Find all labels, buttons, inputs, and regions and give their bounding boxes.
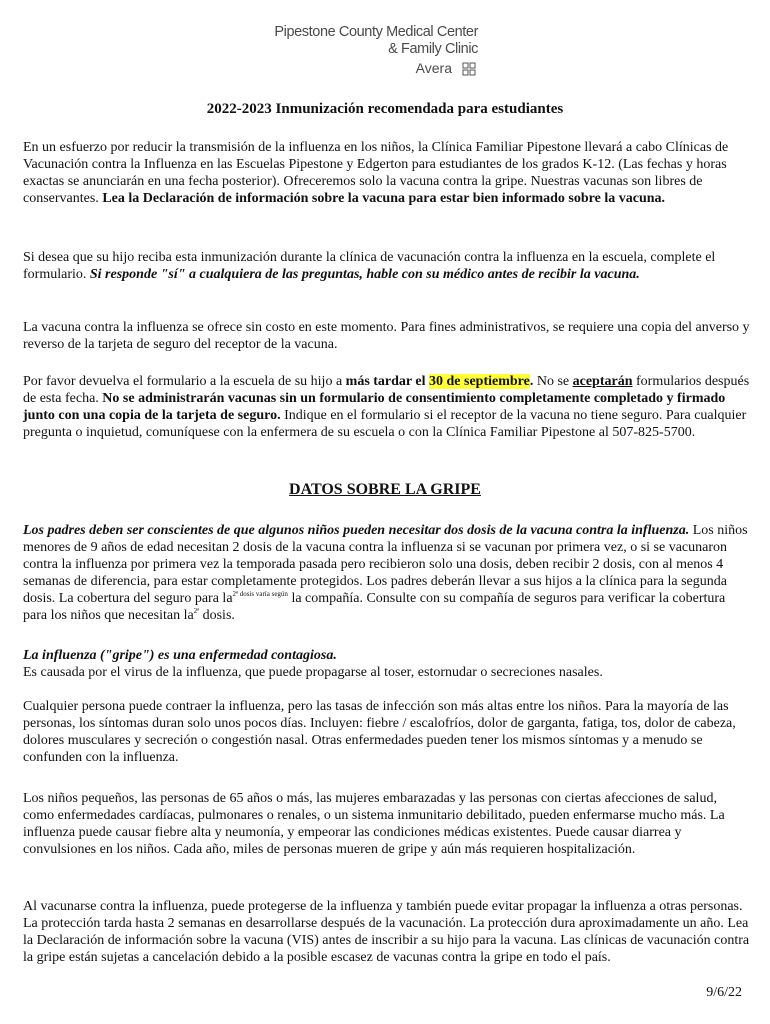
consent-warning: Si responde "sí" a cualquiera de las preguntas, hable con su médico antes de recibir la vacuna. bbox=[89, 267, 640, 282]
contagious-text: Es causada por el virus de la influenza, que puede propagarse al toser, estornudar o secreciones nasales. bbox=[23, 665, 603, 680]
deadline-paragraph bbox=[23, 373, 751, 441]
cost-paragraph bbox=[23, 319, 751, 353]
logo-line-1: Pipestone County Medical Center bbox=[274, 24, 478, 40]
superscript-2: 2ª bbox=[193, 607, 200, 615]
contagious-paragraph bbox=[23, 647, 751, 681]
risk-groups-paragraph bbox=[23, 790, 751, 858]
two-doses-text-3: dosis. bbox=[199, 608, 235, 623]
deadline-text-2: No se bbox=[533, 374, 573, 389]
deadline-text-4: Indique en el formulario si el receptor de la vacuna no tiene seguro. Para cualquier pregunta o inquietud, comuníquese con la enfermera de su escuela o con la Clínica Familiar Pipestone al 507-825-5700. bbox=[23, 408, 747, 440]
superscript-1: 2ª dosis varía según bbox=[232, 590, 288, 598]
section-title: DATOS SOBRE LA GRIPE bbox=[289, 481, 481, 498]
deadline-underlined: aceptarán bbox=[572, 374, 633, 389]
intro-bold: Lea la Declaración de información sobre la vacuna para estar bien informado sobre la vacuna. bbox=[102, 191, 666, 206]
deadline-text-3: formularios después de esta fecha. bbox=[23, 374, 750, 406]
two-doses-heading: Los padres deben ser conscientes de que algunos niños pueden necesitar dos dosis de la vacuna contra la influenza. bbox=[23, 523, 690, 538]
two-doses-paragraph bbox=[23, 522, 751, 624]
footer-date: 9/6/22 bbox=[706, 985, 742, 1000]
intro-paragraph bbox=[23, 139, 751, 207]
intro-text: En un esfuerzo por reducir la transmisión de la influenza en los niños, la Clínica Familiar Pipestone llevará a cabo Clínicas de Vacunación contra la Influenza en las Escuelas Pipestone y Edgerton para estudiantes de los grados K-12. (Las fechas y horas exactas se anunciarán en una fecha posterior). Ofreceremos solo la vacuna contra la gripe. Nuestras vacunas son libres de conservantes. bbox=[23, 140, 729, 206]
protection-text: Al vacunarse contra la influenza, puede protegerse de la influenza y también puede evitar propagar la influenza a otras personas. La protección tarda hasta 2 semanas en desarrollarse después de la vacunación. La protección dura aproximadamente un año. Lea la Declaración de información sobre la vacuna (VIS) antes de inscribir a su hijo para la vacuna. Las clínicas de vacunación contra la gripe están sujetas a cancelación debido a la posible escasez de vacunas contra la gripe en todo el país. bbox=[23, 899, 750, 965]
logo-brand bbox=[262, 58, 478, 78]
risk-groups-text: Los niños pequeños, las personas de 65 años o más, las mujeres embarazadas y las personas con ciertas afecciones de salud, como enfermedades cardíacas, pulmonares o renales, o un sistema inmunitario debilitado, pueden enfermarse mucho más. La influenza puede causar fiebre alta y neumonía, y empeorar las condiciones médicas existentes. Puede causar diarrea y convulsiones en los niños. Cada año, miles de personas mueren de gripe y aún más requieren hospitalización. bbox=[23, 791, 725, 857]
protection-paragraph bbox=[23, 898, 751, 966]
contagious-heading: La influenza ("gripe") es una enfermedad contagiosa. bbox=[23, 648, 337, 663]
two-doses-text-1: Los niños menores de 9 años de edad necesitan 2 dosis de la vacuna contra la influenza si se vacunan por primera vez, o si se vacunaron contra la influenza por primera vez la temporada pasada pero recibieron solo una dosis, deben recibir 2 dosis, con al menos 4 semanas de diferencia, para estar completamente protegidos. Los padres deberán llevar a sus hijos a la clínica para la segunda dosis. La cobertura del seguro para la bbox=[23, 523, 748, 606]
symptoms-text: Cualquier persona puede contraer la influenza, pero las tasas de infección son más altas entre los niños. Para la mayoría de las personas, los síntomas duran solo unos pocos días. Incluyen: fiebre / escalofríos, dolor de garganta, fatiga, tos, dolor de cabeza, dolores musculares y secreción o congestión nasal. Otras enfermedades pueden tener los mismos síntomas y a menudo se confunden con la influenza. bbox=[23, 699, 736, 765]
consent-text: Si desea que su hijo reciba esta inmunización durante la clínica de vacunación contra la influenza en la escuela, complete el formulario. bbox=[23, 250, 716, 282]
clinic-logo bbox=[262, 24, 478, 78]
page-title: 2022-2023 Inmunización recomendada para estudiantes bbox=[206, 101, 564, 117]
logo-line-2: & Family Clinic bbox=[388, 41, 478, 57]
two-doses-text-2: la compañía. Consulte con su compañía de seguros para verificar la cobertura para los niños que necesitan la bbox=[23, 591, 726, 623]
consent-paragraph bbox=[23, 249, 751, 283]
deadline-date-highlight: 30 de septiembre bbox=[429, 374, 530, 389]
deadline-bold-2: . bbox=[529, 374, 534, 389]
deadline-text-1: Por favor devuelva el formulario a la escuela de su hijo a bbox=[23, 374, 346, 389]
cost-text: La vacuna contra la influenza se ofrece sin costo en este momento. Para fines administrativos, se requiere una copia del anverso y reverso de la tarjeta de seguro del receptor de la vacuna. bbox=[23, 320, 750, 352]
brand-name: Avera bbox=[415, 60, 452, 76]
symptoms-paragraph bbox=[23, 698, 751, 766]
avera-cross-icon bbox=[462, 62, 476, 76]
deadline-bold-3: No se administrarán vacunas sin un formulario de consentimiento completamente completado y firmado junto con una copia de la tarjeta de seguro. bbox=[23, 391, 726, 423]
deadline-bold-1: más tardar el bbox=[345, 374, 429, 389]
